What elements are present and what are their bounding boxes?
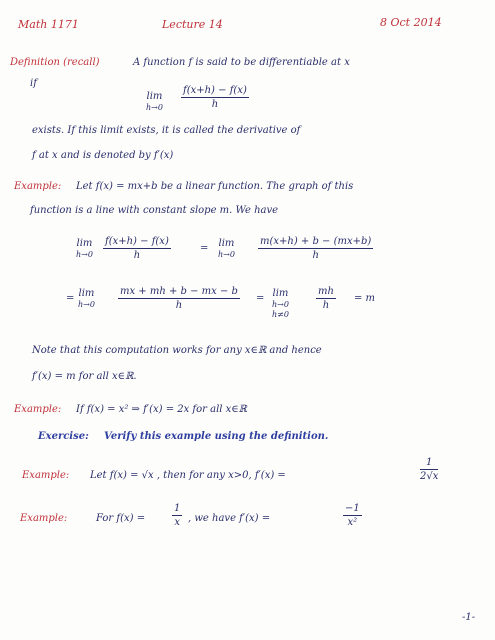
lim-word: lim: [78, 288, 95, 299]
example1-fraction-c: [118, 286, 240, 311]
fraction-numerator: f(x+h) − f(x): [105, 236, 169, 247]
example1-fraction-d: [316, 286, 336, 311]
exercise-text: Verify this example using the definition.: [104, 431, 329, 442]
lim-word: lim: [218, 238, 235, 249]
lim-subscript: h→0: [146, 103, 163, 112]
definition-limit: [146, 91, 163, 112]
definition-fraction: [181, 85, 249, 110]
fraction-numerator: 1: [426, 457, 433, 468]
note-text-2: f′(x) = m for all x∈ℝ.: [32, 371, 137, 382]
page-number: -1-: [462, 612, 476, 623]
fraction-denominator: h: [322, 300, 330, 311]
example4-label: Example:: [20, 513, 68, 524]
example1-label: Example:: [14, 181, 62, 192]
lim-subscript-condition: h≠0: [272, 310, 289, 319]
fraction-denominator: 2√x: [420, 471, 439, 482]
example4-text-1: For f(x) =: [96, 513, 146, 524]
lim-word: lim: [76, 238, 93, 249]
fraction-denominator: h: [211, 99, 219, 110]
fraction-numerator: 1: [174, 503, 181, 514]
example4-fraction-1: [172, 503, 182, 528]
example1-result: = m: [354, 293, 376, 304]
fraction-numerator: mh: [318, 286, 334, 297]
definition-text-if: if: [30, 78, 37, 89]
fraction-denominator: h: [312, 250, 319, 261]
fraction-denominator: x²: [347, 517, 358, 528]
example1-limit-d: [272, 288, 289, 319]
example1-text-1: Let f(x) = mx+b be a linear function. The graph of this: [76, 181, 354, 192]
example3-fraction: [420, 457, 438, 482]
fraction-denominator: h: [133, 250, 141, 261]
lim-subscript: h→0: [76, 250, 93, 259]
example3-label: Example:: [22, 470, 70, 481]
fraction-denominator: x: [174, 517, 180, 528]
equals-sign: =: [66, 293, 75, 304]
example1-limit-a: [76, 238, 93, 259]
fraction-numerator: −1: [345, 503, 360, 514]
example2-text: If f(x) = x² ⇒ f′(x) = 2x for all x∈ℝ: [76, 404, 247, 415]
example1-fraction-b: [258, 236, 373, 261]
example4-text-2: , we have f′(x) =: [188, 513, 271, 524]
fraction-numerator: m(x+h) + b − (mx+b): [260, 236, 372, 247]
fraction-numerator: mx + mh + b − mx − b: [120, 286, 238, 297]
definition-label: Definition (recall): [10, 57, 100, 68]
course-title: Math 1171: [18, 18, 79, 31]
example1-fraction-a: [103, 236, 171, 261]
definition-text-2: exists. If this limit exists, it is called the derivative of: [32, 125, 301, 136]
definition-text-3: f at x and is denoted by f′(x): [32, 150, 174, 161]
lim-word: lim: [146, 91, 163, 102]
exercise-label: Exercise:: [38, 431, 89, 442]
lim-subscript: h→0: [78, 300, 95, 309]
lim-subscript: h→0: [272, 300, 289, 309]
equals-sign: =: [256, 293, 265, 304]
lim-subscript: h→0: [218, 250, 235, 259]
lecture-date: 8 Oct 2014: [380, 16, 442, 29]
definition-text-1: A function f is said to be differentiable at x: [133, 57, 350, 68]
example1-limit-b: [218, 238, 235, 259]
lim-word: lim: [272, 288, 289, 299]
example3-text: Let f(x) = √x , then for any x>0, f′(x) =: [90, 470, 286, 481]
example1-limit-c: [78, 288, 95, 309]
example4-fraction-2: [343, 503, 362, 528]
note-text-1: Note that this computation works for any x∈ℝ and hence: [32, 345, 322, 356]
lecture-title: Lecture 14: [162, 18, 223, 31]
fraction-denominator: h: [175, 300, 183, 311]
fraction-numerator: f(x+h) − f(x): [183, 85, 247, 96]
example1-text-2: function is a line with constant slope m. We have: [30, 205, 279, 216]
example2-label: Example:: [14, 404, 62, 415]
equals-sign: =: [200, 243, 209, 254]
